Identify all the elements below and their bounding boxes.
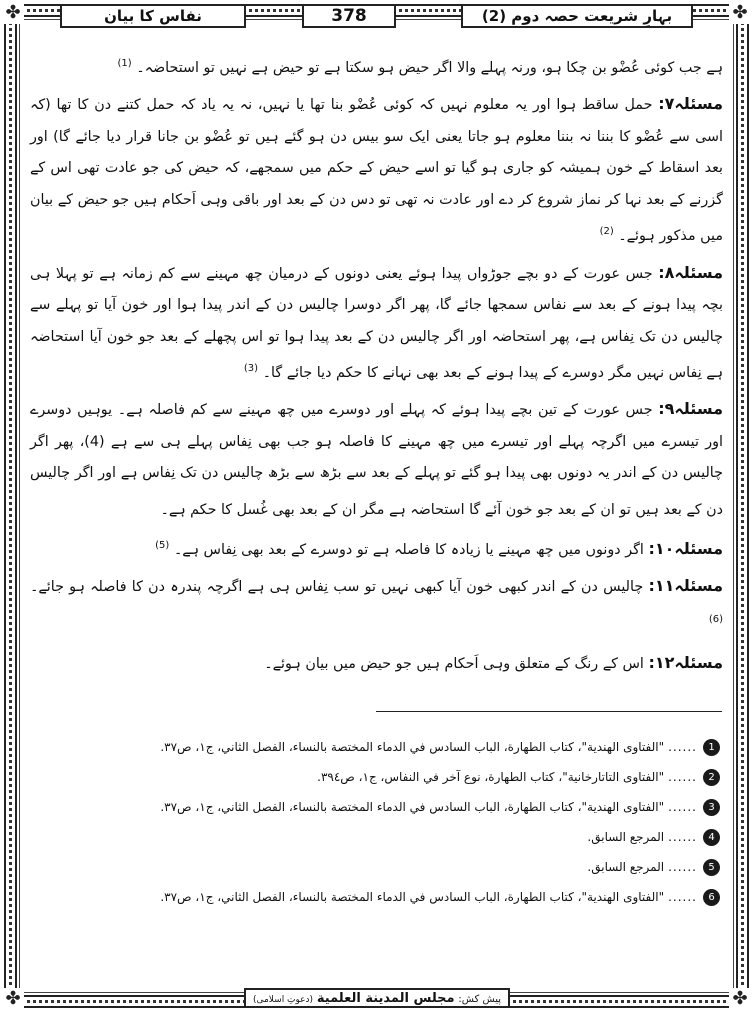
book-title: بہارِ شریعت حصہ دوم (2)	[461, 4, 693, 28]
footnote-leader: ......	[668, 770, 697, 784]
footer-organization: مجلس المدينة العلمية	[316, 991, 455, 1006]
masala-label: مسئلہ۱۲:	[648, 652, 723, 672]
footnote-divider	[376, 711, 722, 712]
paragraph-text: حمل ساقط ہوا اور یہ معلوم نہیں کہ کوئی عُضْو بنا تھا یا نہیں، نہ یہ یاد کہ حمل کتنے دن کا تھا (کہ اسی سے عُضْو کا بننا نہ بننا معلوم ہو جاتا یعنی ایک سو بیس دن ہو گئے ہیں تو عُضْو بن جانا قرار دیا جائے گا) اور بعد اسقاط کے خون ہمیشہ کو جاری ہو گیا تو اسے حیض کے حکم میں سمجھے، کہ حیض کی جو عادت تھی اس کے گزرنے کے بعد نہا کر نماز شروع کر دے اور عادت نہ تھی تو دس دن کے بعد اور باقی وہی اَحکام ہیں جو حیض کے بیان میں مذکور ہوئے۔	[30, 97, 723, 245]
footnote-item	[30, 852, 720, 882]
masala-label: مسئلہ۱۱:	[648, 576, 723, 596]
footnote-marker: (6)	[708, 613, 723, 625]
paragraph	[30, 88, 723, 252]
footer-prefix: پیش کش:	[458, 994, 502, 1005]
main-text	[30, 48, 723, 684]
footnote-item	[30, 792, 720, 822]
footnote-number-badge: 1	[703, 739, 720, 756]
paragraph-text: جس عورت کے دو بچے جوڑواں پیدا ہوئے یعنی دونوں کے درمیان چھ مہینے سے کم زمانہ ہے تو پہلا ہی بچہ پیدا ہونے کے بعد سے نفاس سمجھا جائے گا، پھر اگر دوسرا چالیس دن کے اندر پیدا ہوا اور خون آیا تو پہلے سے چالیس دن تک نِفاس ہے، پھر استحاضہ اور اگر چالیس دن کے بعد پیدا ہوا تو اس پچھلے کے بعد جو خون آیا استحاضہ ہے نِفاس نہیں مگر دوسرے کے پیدا ہونے کے بعد بھی نہانے کا حکم دیا جائے گا۔	[30, 265, 723, 381]
footnotes-list	[30, 732, 720, 912]
footer-subtitle: (دعوتِ اسلامی)	[252, 995, 314, 1005]
paragraph-text: چالیس دن کے اندر کبھی خون آیا کبھی نہیں تو سب نِفاس ہی ہے اگرچہ پندرہ دن کا فاصلہ ہو جائے۔	[30, 579, 644, 596]
paragraph-text: اس کے رنگ کے متعلق وہی اَحکام ہیں جو حیض میں بیان ہوئے۔	[264, 655, 644, 672]
footnote-leader: ......	[668, 890, 697, 904]
paragraph	[30, 644, 723, 680]
paragraph	[30, 257, 723, 390]
footnote-number-badge: 2	[703, 769, 720, 786]
footnote-item	[30, 762, 720, 792]
paragraph-text: ہے جب کوئی عُضْو بن چکا ہو، ورنہ پہلے والا اگر حیض ہو سکتا ہے تو حیض ہے نہیں تو استحاضہ۔	[136, 59, 723, 76]
footnote-leader: ......	[668, 860, 697, 874]
page-number: 378	[302, 4, 396, 28]
footnote-text: "الفتاوی الهندية"، كتاب الطهارة، الباب السادس في الدماء المختصة بالنساء، الفصل الثاني، ج١، ص٣٧.	[160, 740, 665, 754]
corner-ornament-icon: ✤	[729, 988, 751, 1010]
footnote-leader: ......	[668, 830, 697, 844]
paragraph	[30, 393, 723, 526]
masala-label: مسئلہ۹:	[658, 399, 723, 419]
paragraph	[30, 570, 723, 640]
footnote-marker: (2)	[599, 226, 614, 238]
footnote-number-badge: 5	[703, 859, 720, 876]
footnote-number-badge: 3	[703, 799, 720, 816]
footnote-item	[30, 882, 720, 912]
chapter-title: نفاس کا بیان	[60, 4, 246, 28]
footnote-text: "الفتاوی التاتارخانية"، كتاب الطهارة، نوع آخر في النفاس، ج١، ص٣٩٤.	[317, 770, 665, 784]
masala-label: مسئلہ۱۰:	[648, 538, 723, 558]
paragraph	[30, 530, 723, 566]
footnote-leader: ......	[668, 800, 697, 814]
corner-ornament-icon: ✤	[2, 2, 24, 24]
footnote-number-badge: 6	[703, 889, 720, 906]
page-header	[60, 4, 693, 28]
corner-ornament-icon: ✤	[729, 2, 751, 24]
masala-label: مسئلہ۸:	[658, 262, 723, 282]
paragraph-text: اگر دونوں میں چھ مہینے یا زیادہ کا فاصلہ ہے تو دوسرے کے بعد بھی نِفاس ہے۔	[173, 541, 644, 558]
footnote-text: "الفتاوی الهندية"، كتاب الطهارة، الباب السادس في الدماء المختصة بالنساء، الفصل الثاني، ج١، ص٣٧.	[160, 800, 665, 814]
masala-label: مسئلہ۷:	[658, 94, 723, 114]
footnote-item	[30, 822, 720, 852]
footnote-marker: (1)	[117, 58, 132, 69]
paragraph	[30, 48, 723, 84]
footnote-marker: (5)	[155, 540, 170, 552]
footnote-text: المرجع السابق.	[587, 860, 665, 874]
footnote-text: "الفتاوی الهندية"، كتاب الطهارة، الباب السادس في الدماء المختصة بالنساء، الفصل الثاني، ج١، ص٣٧.	[160, 890, 665, 904]
corner-ornament-icon: ✤	[2, 988, 24, 1010]
page-footer	[244, 988, 510, 1008]
paragraph-text: جس عورت کے تین بچے پیدا ہوئے کہ پہلے اور دوسرے میں چھ مہینے سے کم فاصلہ ہے۔ یوہیں دوسرے اور تیسرے میں اگرچہ پہلے اور تیسرے میں چھ مہینے کا فاصلہ ہو جب بھی نِفاس پہلے ہی سے ہے (4)، پھر اگر چالیس دن کے اندر یہ دونوں بھی پیدا ہو گئے تو پہلے کے بعد سے بڑھ سے بڑھ چالیس دن تک نِفاس ہے اور اگر چالیس دن کے بعد ہیں تو ان کے بعد جو خون آئے گا استحاضہ ہے مگر ان کے بعد بھی غُسل کا حکم ہے۔	[30, 402, 724, 518]
footnote-text: المرجع السابق.	[587, 830, 665, 844]
footnote-leader: ......	[668, 740, 697, 754]
footnote-number-badge: 4	[703, 829, 720, 846]
footnote-marker: (3)	[243, 363, 259, 375]
footnote-item	[30, 732, 720, 762]
